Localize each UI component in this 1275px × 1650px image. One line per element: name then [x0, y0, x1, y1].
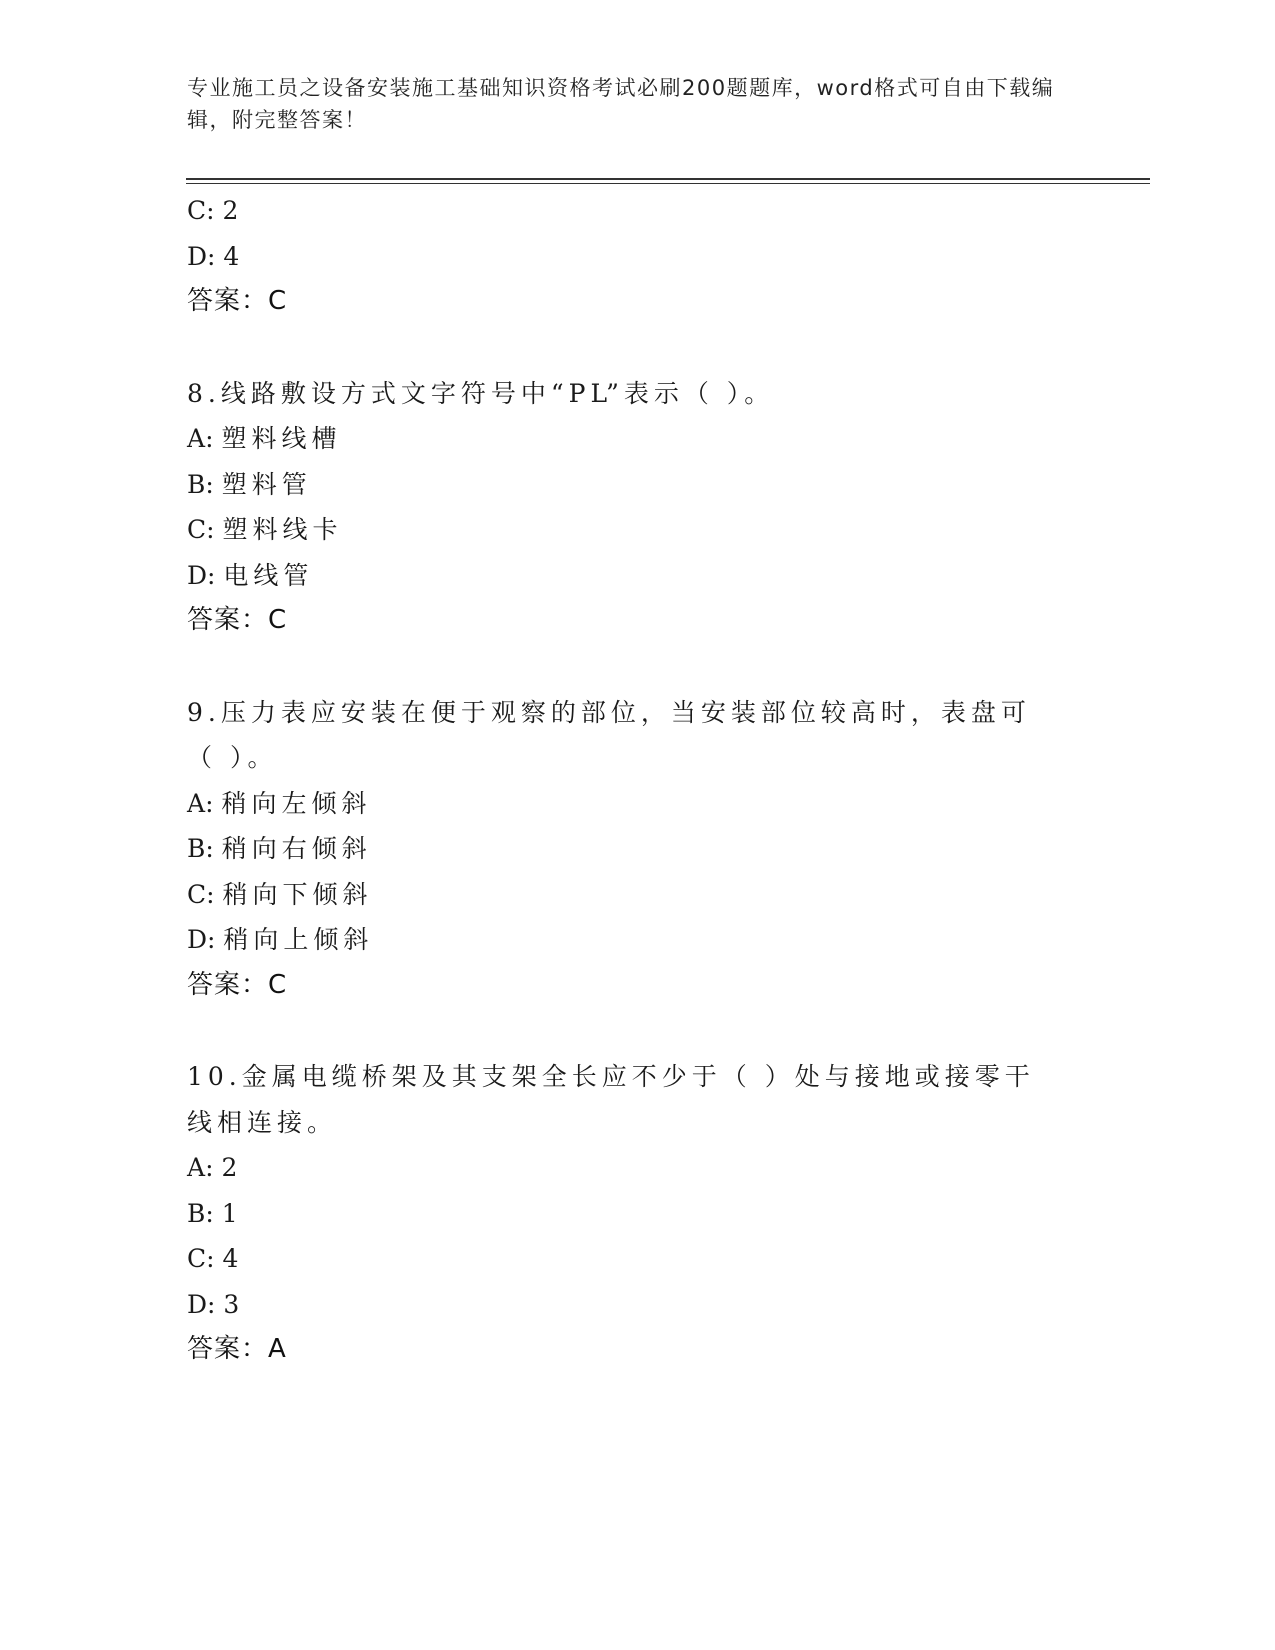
question-8 [187, 371, 1067, 644]
question-9 [187, 690, 1067, 1009]
option-b: B: 塑料管 [187, 469, 312, 499]
question-10 [187, 1054, 1067, 1373]
option-a: A: 2 [187, 1153, 243, 1182]
document-header [187, 72, 1067, 136]
option-c: C: 2 [187, 196, 244, 225]
option-a: A: 塑料线槽 [187, 424, 342, 453]
option-b: B: 1 [187, 1198, 243, 1228]
option-b: B: 稍向右倾斜 [187, 834, 372, 863]
question-stem: 10.金属电缆桥架及其支架全长应不少于（ ）处与接地或接零干线相连接。 [187, 1062, 1035, 1137]
option-d: D: 稍向上倾斜 [187, 925, 374, 954]
option-d: D: 3 [187, 1289, 245, 1319]
option-a: A: 稍向左倾斜 [187, 788, 372, 818]
header-title: 专业施工员之设备安装施工基础知识资格考试必刷200题题库，word格式可自由下载编辑，附完整答案！ [187, 76, 1055, 132]
answer-line: 答案：C [187, 969, 288, 1000]
option-d: D: 电线管 [187, 560, 314, 590]
question-stem: 8.线路敷设方式文字符号中“PL”表示（ ）。 [187, 378, 775, 408]
answer-line: 答案：C [187, 605, 288, 635]
option-c: C: 稍向下倾斜 [187, 879, 373, 909]
answer-line: 答案：A [187, 1334, 287, 1364]
option-c: C: 塑料线卡 [187, 515, 343, 544]
option-c: C: 4 [187, 1244, 244, 1273]
option-d: D: 4 [187, 241, 245, 271]
partial-question [187, 188, 1067, 325]
answer-line: 答案：C [187, 286, 288, 316]
header-rule-top [186, 178, 1150, 180]
header-rule-bottom [186, 183, 1150, 184]
question-stem: 9.压力表应安装在便于观察的部位，当安装部位较高时，表盘可（ ）。 [187, 697, 1031, 772]
question-list [187, 188, 1067, 1373]
